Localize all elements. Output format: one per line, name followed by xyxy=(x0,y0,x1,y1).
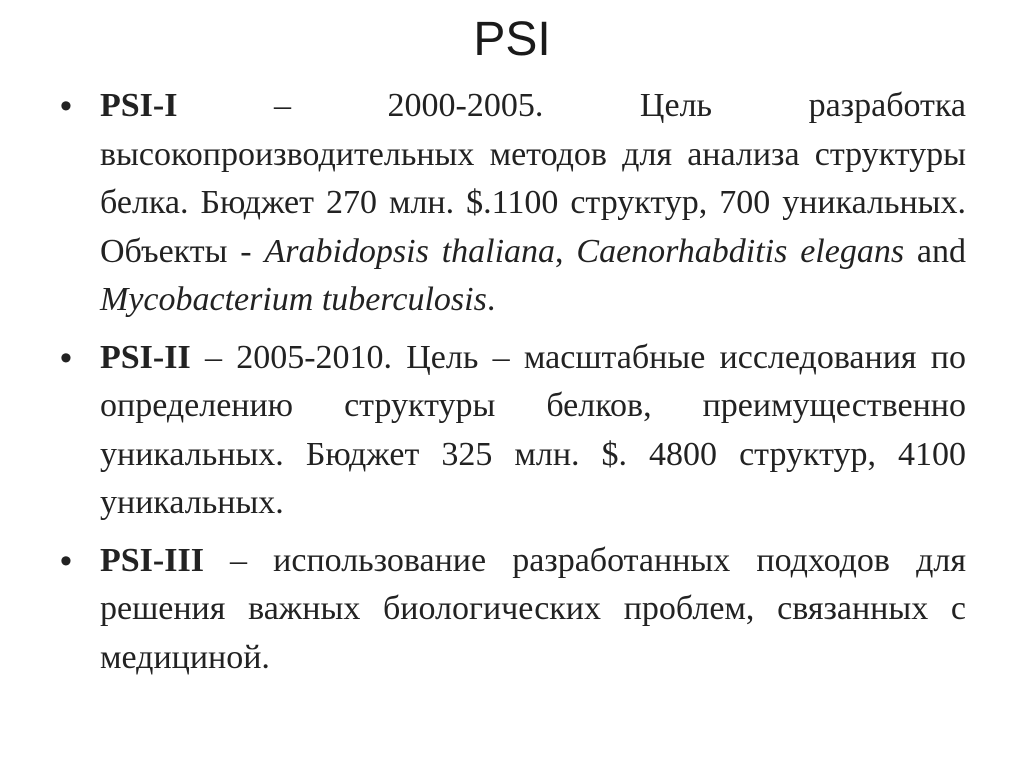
slide-title: PSI xyxy=(473,13,551,66)
bullet-term: PSI-III xyxy=(100,541,204,579)
species-name: Mycobacterium tuberculosis xyxy=(100,281,487,318)
bullet-icon: • xyxy=(60,338,72,377)
bullet-term: PSI-II xyxy=(100,338,191,376)
bullet-text: – использование разработанных подходов для решения важных биологических проблем, связанных с медициной. xyxy=(100,541,966,676)
bullet-text: – 2000-2005. Цель разработка высокопроизводительных методов для анализа структуры белка. Бюджет 270 млн. $.1100 структур, 700 уникальных. Объекты - xyxy=(100,87,966,270)
bullet-icon: • xyxy=(60,87,72,125)
separator-text: , xyxy=(555,232,577,270)
bullet-term: PSI-I xyxy=(100,87,178,124)
separator-text: and xyxy=(904,232,967,270)
bullet-item-psi-1 xyxy=(60,82,966,325)
bullet-icon: • xyxy=(60,541,72,580)
bullet-item-psi-2 xyxy=(60,334,966,528)
species-name: Caenorhabditis elegans xyxy=(576,232,905,270)
bullet-text: – 2005-2010. Цель – масштабные исследования по определению структуры белков, преимущественно уникальных. Бюджет 325 млн. $. 4800 структур, 4100 уникальных. xyxy=(100,338,966,521)
bullet-end-text: . xyxy=(486,281,496,318)
species-name: Arabidopsis thaliana xyxy=(264,232,556,270)
bullet-list xyxy=(60,82,966,691)
bullet-item-psi-3 xyxy=(60,537,966,683)
